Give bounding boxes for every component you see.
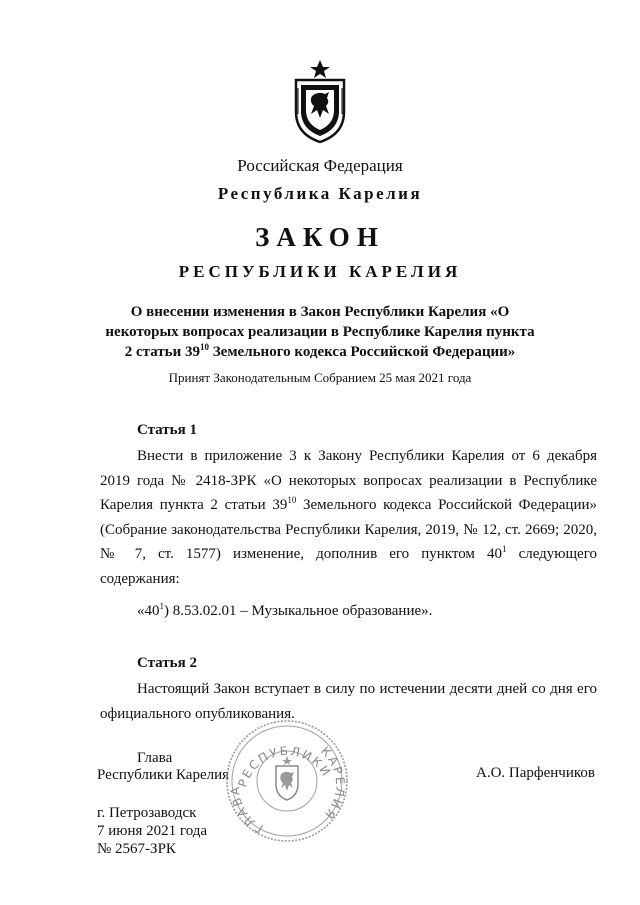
article-1-sup-b: 1 [502,544,507,555]
country-name: Российская Федерация [237,156,403,175]
issue-date: 7 июня 2021 года [97,823,208,839]
law-title [100,302,540,362]
law-title-text-2: Земельного кодекса Российской Федерации» [209,344,516,360]
coat-of-arms-icon [292,58,348,144]
article-2-text: Настоящий Закон вступает в силу по истечении десяти дней со дня его официального опубликования. [100,681,597,722]
law-title-superscript: 10 [200,342,209,352]
article-1-heading: Статья 1 [137,422,197,438]
signatory-name: А.О. Парфенчиков [476,765,595,781]
signatory-title-line-1: Глава [137,750,173,766]
quote-text-a: «40 [137,603,160,619]
law-title-text-1: О внесении изменения в Закон Республики Карелия «О некоторых вопросах реализации в Республике Карелия пункта 2 статьи 39 [105,304,535,360]
official-stamp-icon [224,718,350,844]
republic-name: Республика Карелия [217,184,423,203]
signatory-title-line-2: Республики Карелия [97,767,230,783]
issue-city: г. Петрозаводск [97,805,197,821]
article-1-text-b: Земельного кодекса Российской Федерации» (Собрание законодательства Республики Карелия, 2019, № 12, ст. 2669; 2020, № 7, ст. 1577) изменение, дополнив его пунктом 40 [100,497,597,563]
stamp-text-top: РЕСПУБЛИКИ [235,743,335,789]
article-1-sup-a: 10 [287,495,297,506]
article-1-text [100,444,597,592]
article-2-heading: Статья 2 [137,655,197,671]
issue-details [97,804,207,858]
article-1-text-a: Внести в приложение 3 к Закону Республики Карелия от 6 декабря 2019 года № 2418-ЗРК «О некоторых вопросах реализации в Республике Карелия пункта 2 статьи 39 [100,448,597,514]
adoption-note: Принят Законодательным Собранием 25 мая 2021 года [168,370,472,385]
article-1-text-c: следующего содержания: [100,546,597,587]
document-issuer: РЕСПУБЛИКИ КАРЕЛИЯ [178,262,462,281]
document-type: ЗАКОН [255,222,385,252]
quote-text-b: ) 8.53.02.01 – Музыкальное образование». [164,603,433,619]
stamp-text-left: ГЛАВА [228,784,266,836]
law-number: № 2567-ЗРК [97,841,176,857]
stamp-text-right: КАРЕЛИЯ [318,743,348,823]
article-1-quote [137,599,432,623]
quote-sup: 1 [159,601,164,611]
